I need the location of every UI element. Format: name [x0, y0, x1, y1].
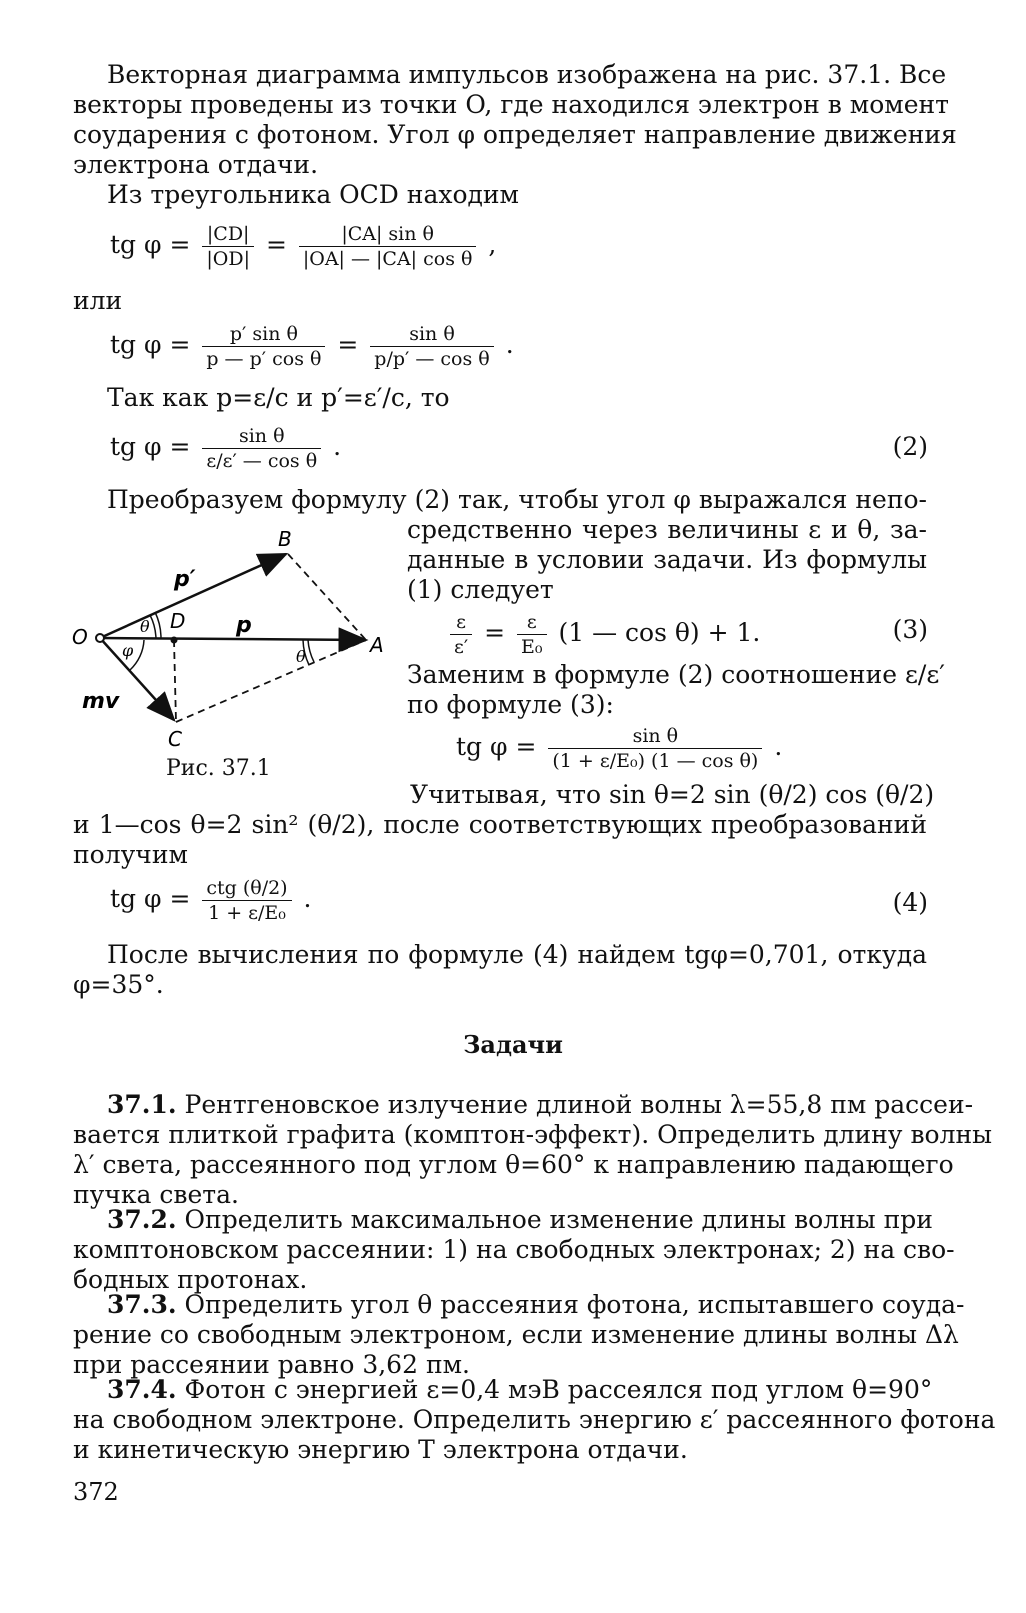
replace-line-2: по формуле (3): [407, 690, 614, 719]
page-number: 372 [73, 1478, 119, 1506]
considering-line: Учитывая, что sin θ=2 sin (θ/2) cos (θ/2) [410, 780, 935, 809]
eq1-fraction-1: $\frac{|CD|}{|OD|}$ [202, 222, 254, 271]
label-O: O [72, 625, 88, 649]
dashed-CA [176, 640, 366, 722]
point-D [171, 637, 178, 644]
eq4-fraction: $\frac{\text{ctg (θ/2)}}{\text{1 + ε/E₀}}$ [202, 876, 291, 925]
eq3-equals: = [484, 618, 506, 647]
figure-caption: Рис. 37.1 [166, 756, 271, 781]
problem-2-line-1: 37.2. Определить максимальное изменение длины волны при [107, 1205, 933, 1234]
replace-line-1: Заменим в формуле (2) соотношение ε/ε′ [407, 660, 945, 689]
eq4-tail: . [303, 884, 312, 913]
intro-line-3: соударения с фотоном. Угол φ определяет направление движения [73, 120, 957, 149]
equation-mid [456, 724, 782, 773]
arc-theta-O [150, 615, 156, 639]
label-p-prime: p′ [174, 567, 196, 592]
equation-4 [110, 876, 312, 925]
problem-1-line-4: пучка света. [73, 1180, 239, 1209]
eqmid-lhs: tg φ = [456, 732, 537, 761]
arc-theta-A [308, 640, 314, 662]
eq1-equals: = [265, 230, 287, 259]
right-line-1: средственно через величины ε и θ, за- [407, 515, 927, 544]
eqmid-fraction: $\frac{\text{sin θ}}{\text{(1 + ε/E₀) (1 — cos θ)}}$ [548, 724, 762, 773]
problem-3-line-1: 37.3. Определить угол θ рассеяния фотона, испытавшего соуда- [107, 1290, 965, 1319]
point-O [96, 634, 104, 642]
dashed-CD [174, 640, 176, 722]
intro-line-1: Векторная диаграмма импульсов изображена на рис. 37.1. Все [107, 60, 947, 89]
problem-3-line-2: рение со свободным электроном, если изменение длины волны Δλ [73, 1320, 959, 1349]
label-A: A [370, 633, 384, 657]
eq3-fraction-2: $\frac{\varepsilon}{\text{E₀}}$ [517, 610, 547, 659]
eq3-rest: (1 — cos θ) + 1. [558, 618, 761, 647]
eq1-tail: , [488, 230, 497, 259]
triangle-line: Из треугольника OCD находим [107, 180, 519, 209]
label-mv: mv [82, 689, 120, 714]
equation-1b [110, 322, 514, 371]
eq1b-tail: . [505, 330, 514, 359]
eq2-fraction: $\frac{\text{sin θ}}{\text{ε/ε′ — cos θ}}$ [202, 424, 321, 473]
equation-1 [110, 222, 496, 271]
equation-3 [446, 610, 760, 659]
label-p: p [236, 613, 252, 638]
ili-word: или [73, 286, 123, 315]
after-line-1: После вычисления по формуле (4) найдем tgφ=0,701, откуда [107, 940, 927, 969]
eq1b-lhs: tg φ = [110, 330, 191, 359]
dashed-BA [288, 554, 366, 640]
equation-2 [110, 424, 341, 473]
problems-heading: Задачи [463, 1030, 563, 1059]
transform-first-line: Преобразуем формулу (2) так, чтобы угол φ выражался непо- [107, 485, 927, 514]
problem-2-line-3: бодных протонах. [73, 1265, 308, 1294]
right-line-2: данные в условии задачи. Из формулы [407, 545, 927, 574]
vector-diagram [60, 520, 400, 760]
eq1-lhs: tg φ = [110, 230, 191, 259]
intro-line-2: векторы проведены из точки O, где находился электрон в момент [73, 90, 949, 119]
problem-2-line-2: комптоновском рассеянии: 1) на свободных электронах; 2) на сво- [73, 1235, 955, 1264]
right-line-3: (1) следует [407, 575, 554, 604]
label-theta-O: θ [140, 617, 150, 636]
problem-1-line-1: 37.1. Рентгеновское излучение длиной волны λ=55,8 пм рассеи- [107, 1090, 974, 1119]
eq1b-equals: = [337, 330, 359, 359]
eq4-lhs: tg φ = [110, 884, 191, 913]
problem-4-line-1: 37.4. Фотон с энергией ε=0,4 мэВ рассеялся под углом θ=90° [107, 1375, 933, 1404]
eq2-number: (2) [892, 432, 928, 461]
eq1b-fraction-2: $\frac{\text{sin θ}}{\text{p/p′ — cos θ}}$ [370, 322, 493, 371]
eq3-fraction-1: $\frac{\varepsilon}{\varepsilon'}$ [450, 610, 472, 659]
after-line-2: φ=35°. [73, 970, 164, 999]
get-line: получим [73, 840, 188, 869]
eq1-fraction-2: $\frac{\text{|CA| sin θ}}{\text{|OA| — |CA| cos θ}}$ [299, 222, 477, 271]
label-theta-A: θ [296, 647, 306, 666]
eq1b-fraction-1: $\frac{\text{p′ sin θ}}{\text{p — p′ cos θ}}$ [202, 322, 325, 371]
eq4-number: (4) [892, 888, 928, 917]
label-D: D [170, 609, 186, 633]
eq2-lhs: tg φ = [110, 432, 191, 461]
label-B: B [278, 527, 292, 551]
intro-line-4: электрона отдачи. [73, 150, 319, 179]
label-C: C [168, 727, 182, 751]
problem-1-line-2: вается плиткой графита (комптон-эффект). Определить длину волны [73, 1120, 993, 1149]
eq3-number: (3) [892, 615, 928, 644]
problem-4-line-3: и кинетическую энергию T электрона отдачи. [73, 1435, 688, 1464]
eq2-tail: . [333, 432, 342, 461]
since-line: Так как p=ε/c и p′=ε′/c, то [107, 383, 450, 412]
problem-4-line-2: на свободном электроне. Определить энергию ε′ рассеянного фотона [73, 1405, 996, 1434]
and-line: и 1—cos θ=2 sin² (θ/2), после соответствующих преобразований [73, 810, 927, 839]
label-phi: φ [122, 641, 134, 660]
eqmid-tail: . [774, 732, 783, 761]
vector-p [100, 638, 366, 640]
problem-1-line-3: λ′ света, рассеянного под углом θ=60° к направлению падающего [73, 1150, 954, 1179]
problem-3-line-3: при рассеянии равно 3,62 пм. [73, 1350, 470, 1379]
